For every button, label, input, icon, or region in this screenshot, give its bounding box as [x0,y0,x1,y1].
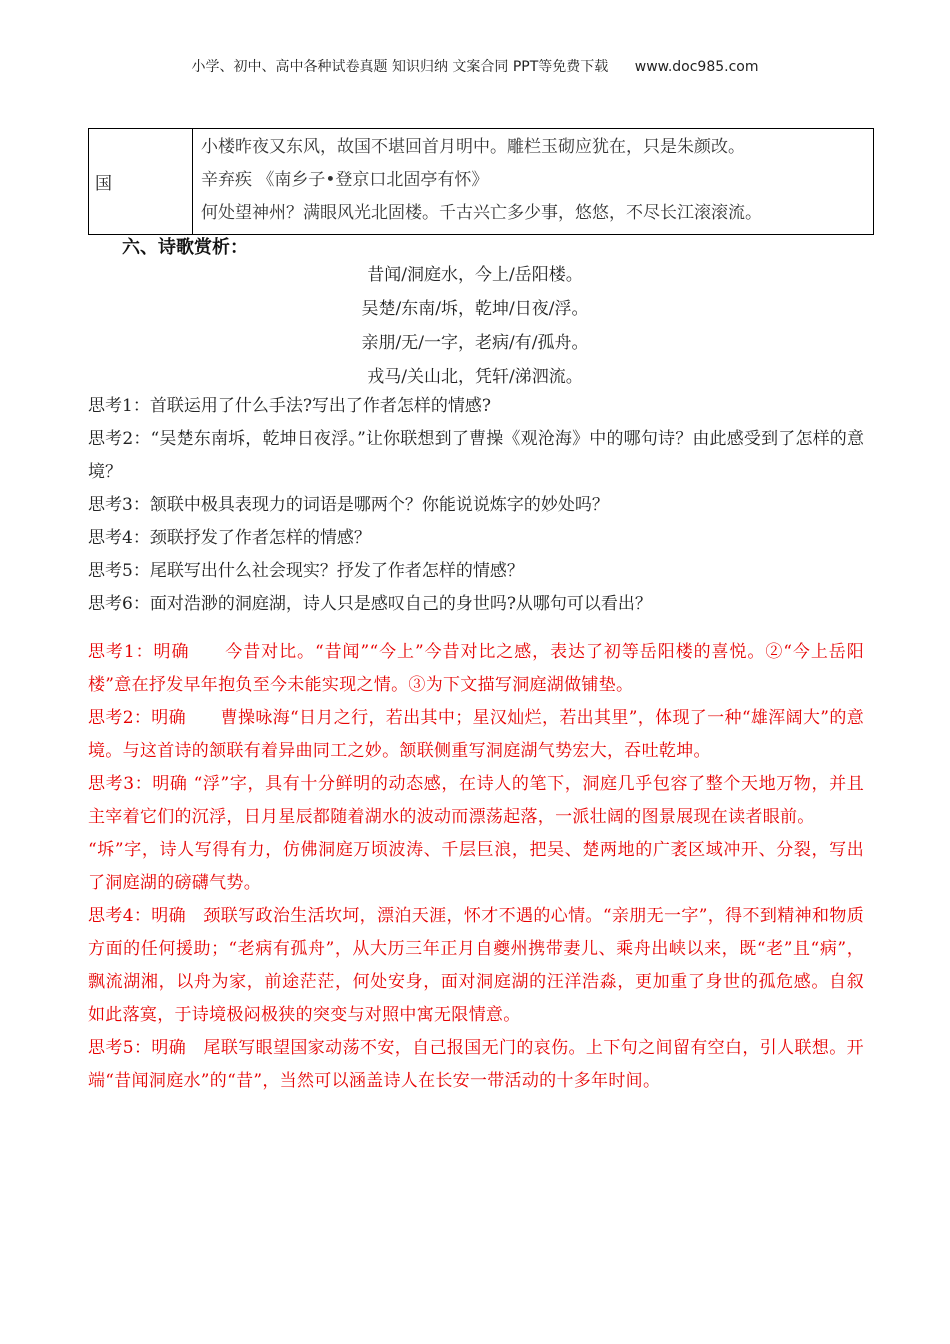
header-text: 小学、初中、高中各种试卷真题 知识归纳 文案合同 PPT等免费下载 [191,59,609,75]
category-table [88,128,874,235]
category-content [193,129,874,235]
table-line: 辛弃疾 《南乡子•登京口北固亭有怀》 [201,170,489,190]
answer-item: 思考5：明确 尾联写眼望国家动荡不安，自己报国无门的哀伤。上下句之间留有空白，引人联想。开端“昔闻洞庭水”的“昔”，当然可以涵盖诗人在长安一带活动的十多年时间。 [88,1038,864,1091]
questions [88,390,864,621]
answer-item: 思考2：明确 曹操咏海“日月之行，若出其中；星汉灿烂，若出其里”，体现了一种“雄浑阔大”的意境。与这首诗的颔联有着异曲同工之妙。颔联侧重写洞庭湖气势宏大，吞吐乾坤。 [88,708,864,761]
question-item: 思考1：首联运用了什么手法?写出了作者怎样的情感? [88,396,492,416]
poem-line: 吴楚/东南/坼，乾坤/日夜/浮。 [361,299,589,319]
poem-line: 昔闻/洞庭水，今上/岳阳楼。 [367,265,583,285]
answer-item: 思考4：明确 颈联写政治生活坎坷，漂泊天涯，怀才不遇的心情。“亲朋无一字”，得不到精神和物质方面的任何援助；“老病有孤舟”，从大历三年正月自夔州携带妻儿、乘舟出峡以来，既“老”且“病”，飘流湖湘，以舟为家，前途茫茫，何处安身，面对洞庭湖的汪洋浩淼，更加重了身世的孤危感。自叙如此落寞，于诗境极闷极狭的突变与对照中寓无限情意。 [88,906,864,1025]
question-item: 思考5：尾联写出什么社会现实？抒发了作者怎样的情感？ [88,561,524,581]
poem [0,258,950,394]
poem-line: 戎马/关山北，凭轩/涕泗流。 [367,367,583,387]
question-item: 思考4：颈联抒发了作者怎样的情感？ [88,528,371,548]
table-line: 何处望神州？满眼风光北固楼。千古兴亡多少事，悠悠，不尽长江滚滚流。 [201,203,762,223]
table-line: 小楼昨夜又东风，故国不堪回首月明中。雕栏玉砌应犹在，只是朱颜改。 [201,137,745,157]
header-url[interactable]: www.doc985.com [634,59,759,75]
answer-item: 思考1：明确 今昔对比。“昔闻”“今上”今昔对比之感，表达了初等岳阳楼的喜悦。②“今上岳阳楼”意在抒发早年抱负至今未能实现之情。③为下文描写洞庭湖做铺垫。 [88,642,864,695]
answer-item: “坼”字，诗人写得有力，仿佛洞庭万顷波涛、千层巨浪，把吴、楚两地的广袤区域冲开、分裂，写出了洞庭湖的磅礴气势。 [88,840,864,893]
section-title: 六、诗歌赏析： [122,237,248,258]
poem-line: 亲朋/无/一字，老病/有/孤舟。 [361,333,589,353]
answer-item: 思考3：明确 “浮”字，具有十分鲜明的动态感，在诗人的笔下，洞庭几乎包容了整个天地万物，并且主宰着它们的沉浮，日月星辰都随着湖水的波动而漂荡起落，一派壮阔的图景展现在读者眼前。 [88,774,864,827]
category-label: 国 [89,129,193,235]
answers [88,636,864,1098]
page-header [0,56,950,76]
question-item: 思考3：颔联中极具表现力的词语是哪两个？你能说说炼字的妙处吗？ [88,495,609,515]
question-item: 思考6：面对浩渺的洞庭湖，诗人只是感叹自己的身世吗?从哪句可以看出？ [88,594,652,614]
question-item: 思考2：“吴楚东南坼，乾坤日夜浮。”让你联想到了曹操《观沧海》中的哪句诗？由此感受到了怎样的意境？ [88,429,864,482]
